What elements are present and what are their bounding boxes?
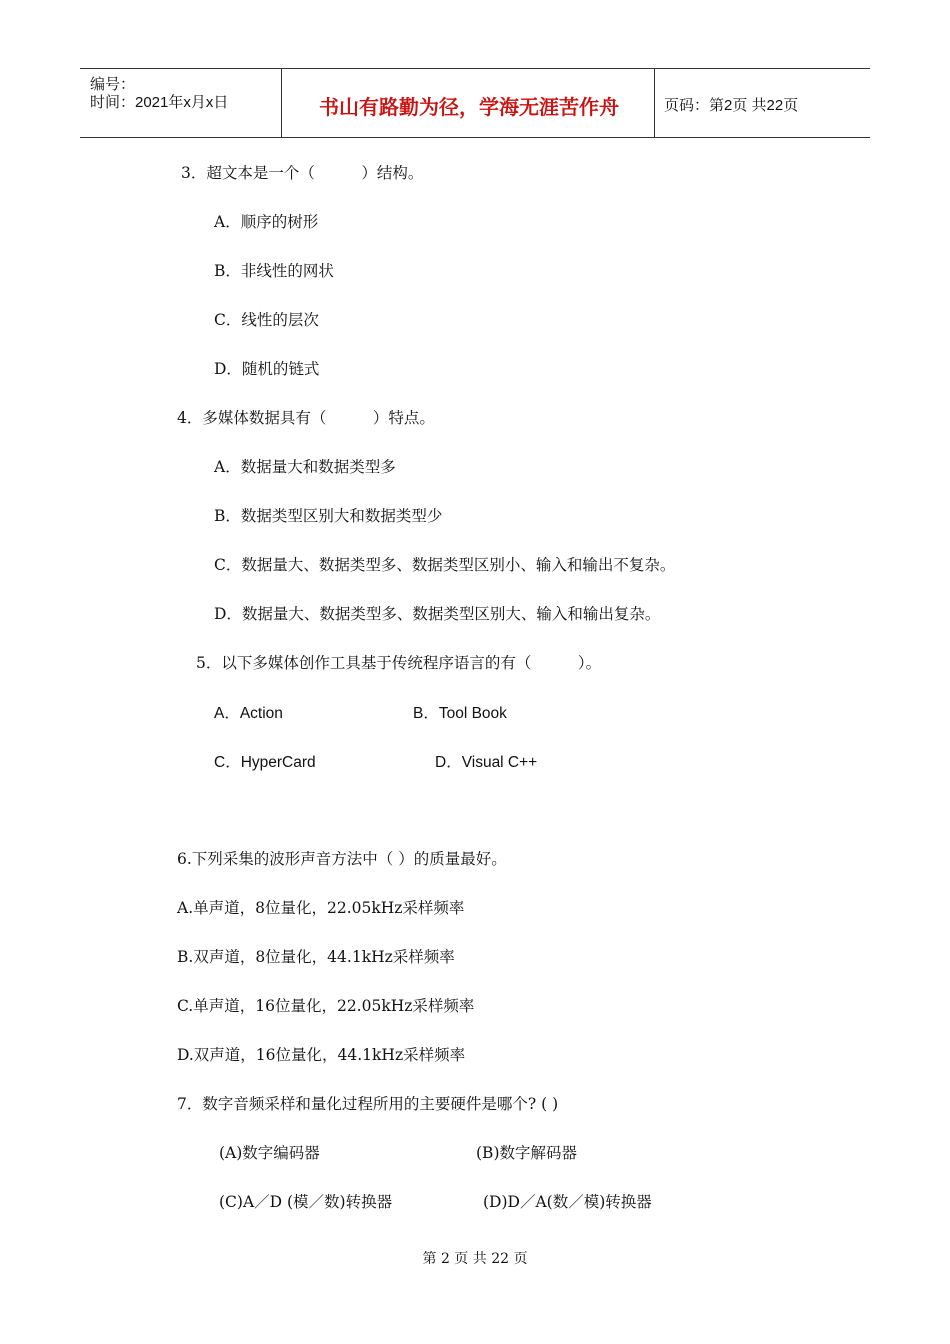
q7-option-d: (D)D／A(数／模)转换器 xyxy=(483,1193,652,1211)
q6-option-a: A.单声道，8位量化，22.05kHz采样频率 xyxy=(177,899,465,917)
q5-option-a: A．Action xyxy=(214,705,283,722)
q4-option-b: B．数据类型区别大和数据类型少 xyxy=(214,507,443,525)
page-info: 页码：第2页 共22页 xyxy=(664,97,799,114)
question-6: 6.下列采集的波形声音方法中（ ）的质量最好。 xyxy=(177,850,507,868)
q6-option-c: C.单声道，16位量化，22.05kHz采样频率 xyxy=(177,997,475,1015)
q3-option-c: C．线性的层次 xyxy=(214,311,319,329)
page-header xyxy=(80,68,870,138)
question-4: 4．多媒体数据具有（ ）特点。 xyxy=(177,409,435,427)
page-footer: 第 2 页 共 22 页 xyxy=(422,1251,528,1267)
question-5: 5．以下多媒体创作工具基于传统程序语言的有（ ）。 xyxy=(196,654,602,672)
question-3: 3．超文本是一个（ ）结构。 xyxy=(181,164,424,182)
q3-option-a: A．顺序的树形 xyxy=(214,213,319,231)
q7-option-a: (A)数字编码器 xyxy=(219,1144,320,1162)
question-7: 7．数字音频采样和量化过程所用的主要硬件是哪个? ( ) xyxy=(177,1095,559,1113)
q3-option-b: B．非线性的网状 xyxy=(214,262,334,280)
q5-option-d: D．Visual C++ xyxy=(435,754,538,771)
number-label: 编号： xyxy=(90,76,136,93)
q7-option-b: (B)数字解码器 xyxy=(476,1144,577,1162)
time-label: 时间：2021年x月x日 xyxy=(90,94,229,111)
q5-option-b: B．Tool Book xyxy=(413,705,507,722)
q4-option-c: C．数据量大、数据类型多、数据类型区别小、输入和输出不复杂。 xyxy=(214,556,676,574)
q4-option-a: A．数据量大和数据类型多 xyxy=(214,458,396,476)
q6-option-d: D.双声道，16位量化，44.1kHz采样频率 xyxy=(177,1046,466,1064)
q5-option-c: C．HyperCard xyxy=(214,754,316,771)
motto: 书山有路勤为径，学海无涯苦作舟 xyxy=(319,95,619,119)
q6-option-b: B.双声道，8位量化，44.1kHz采样频率 xyxy=(177,948,455,966)
q3-option-d: D．随机的链式 xyxy=(214,360,320,378)
q7-option-c: (C)A／D (模／数)转换器 xyxy=(219,1193,393,1211)
q4-option-d: D．数据量大、数据类型多、数据类型区别大、输入和输出复杂。 xyxy=(214,605,661,623)
